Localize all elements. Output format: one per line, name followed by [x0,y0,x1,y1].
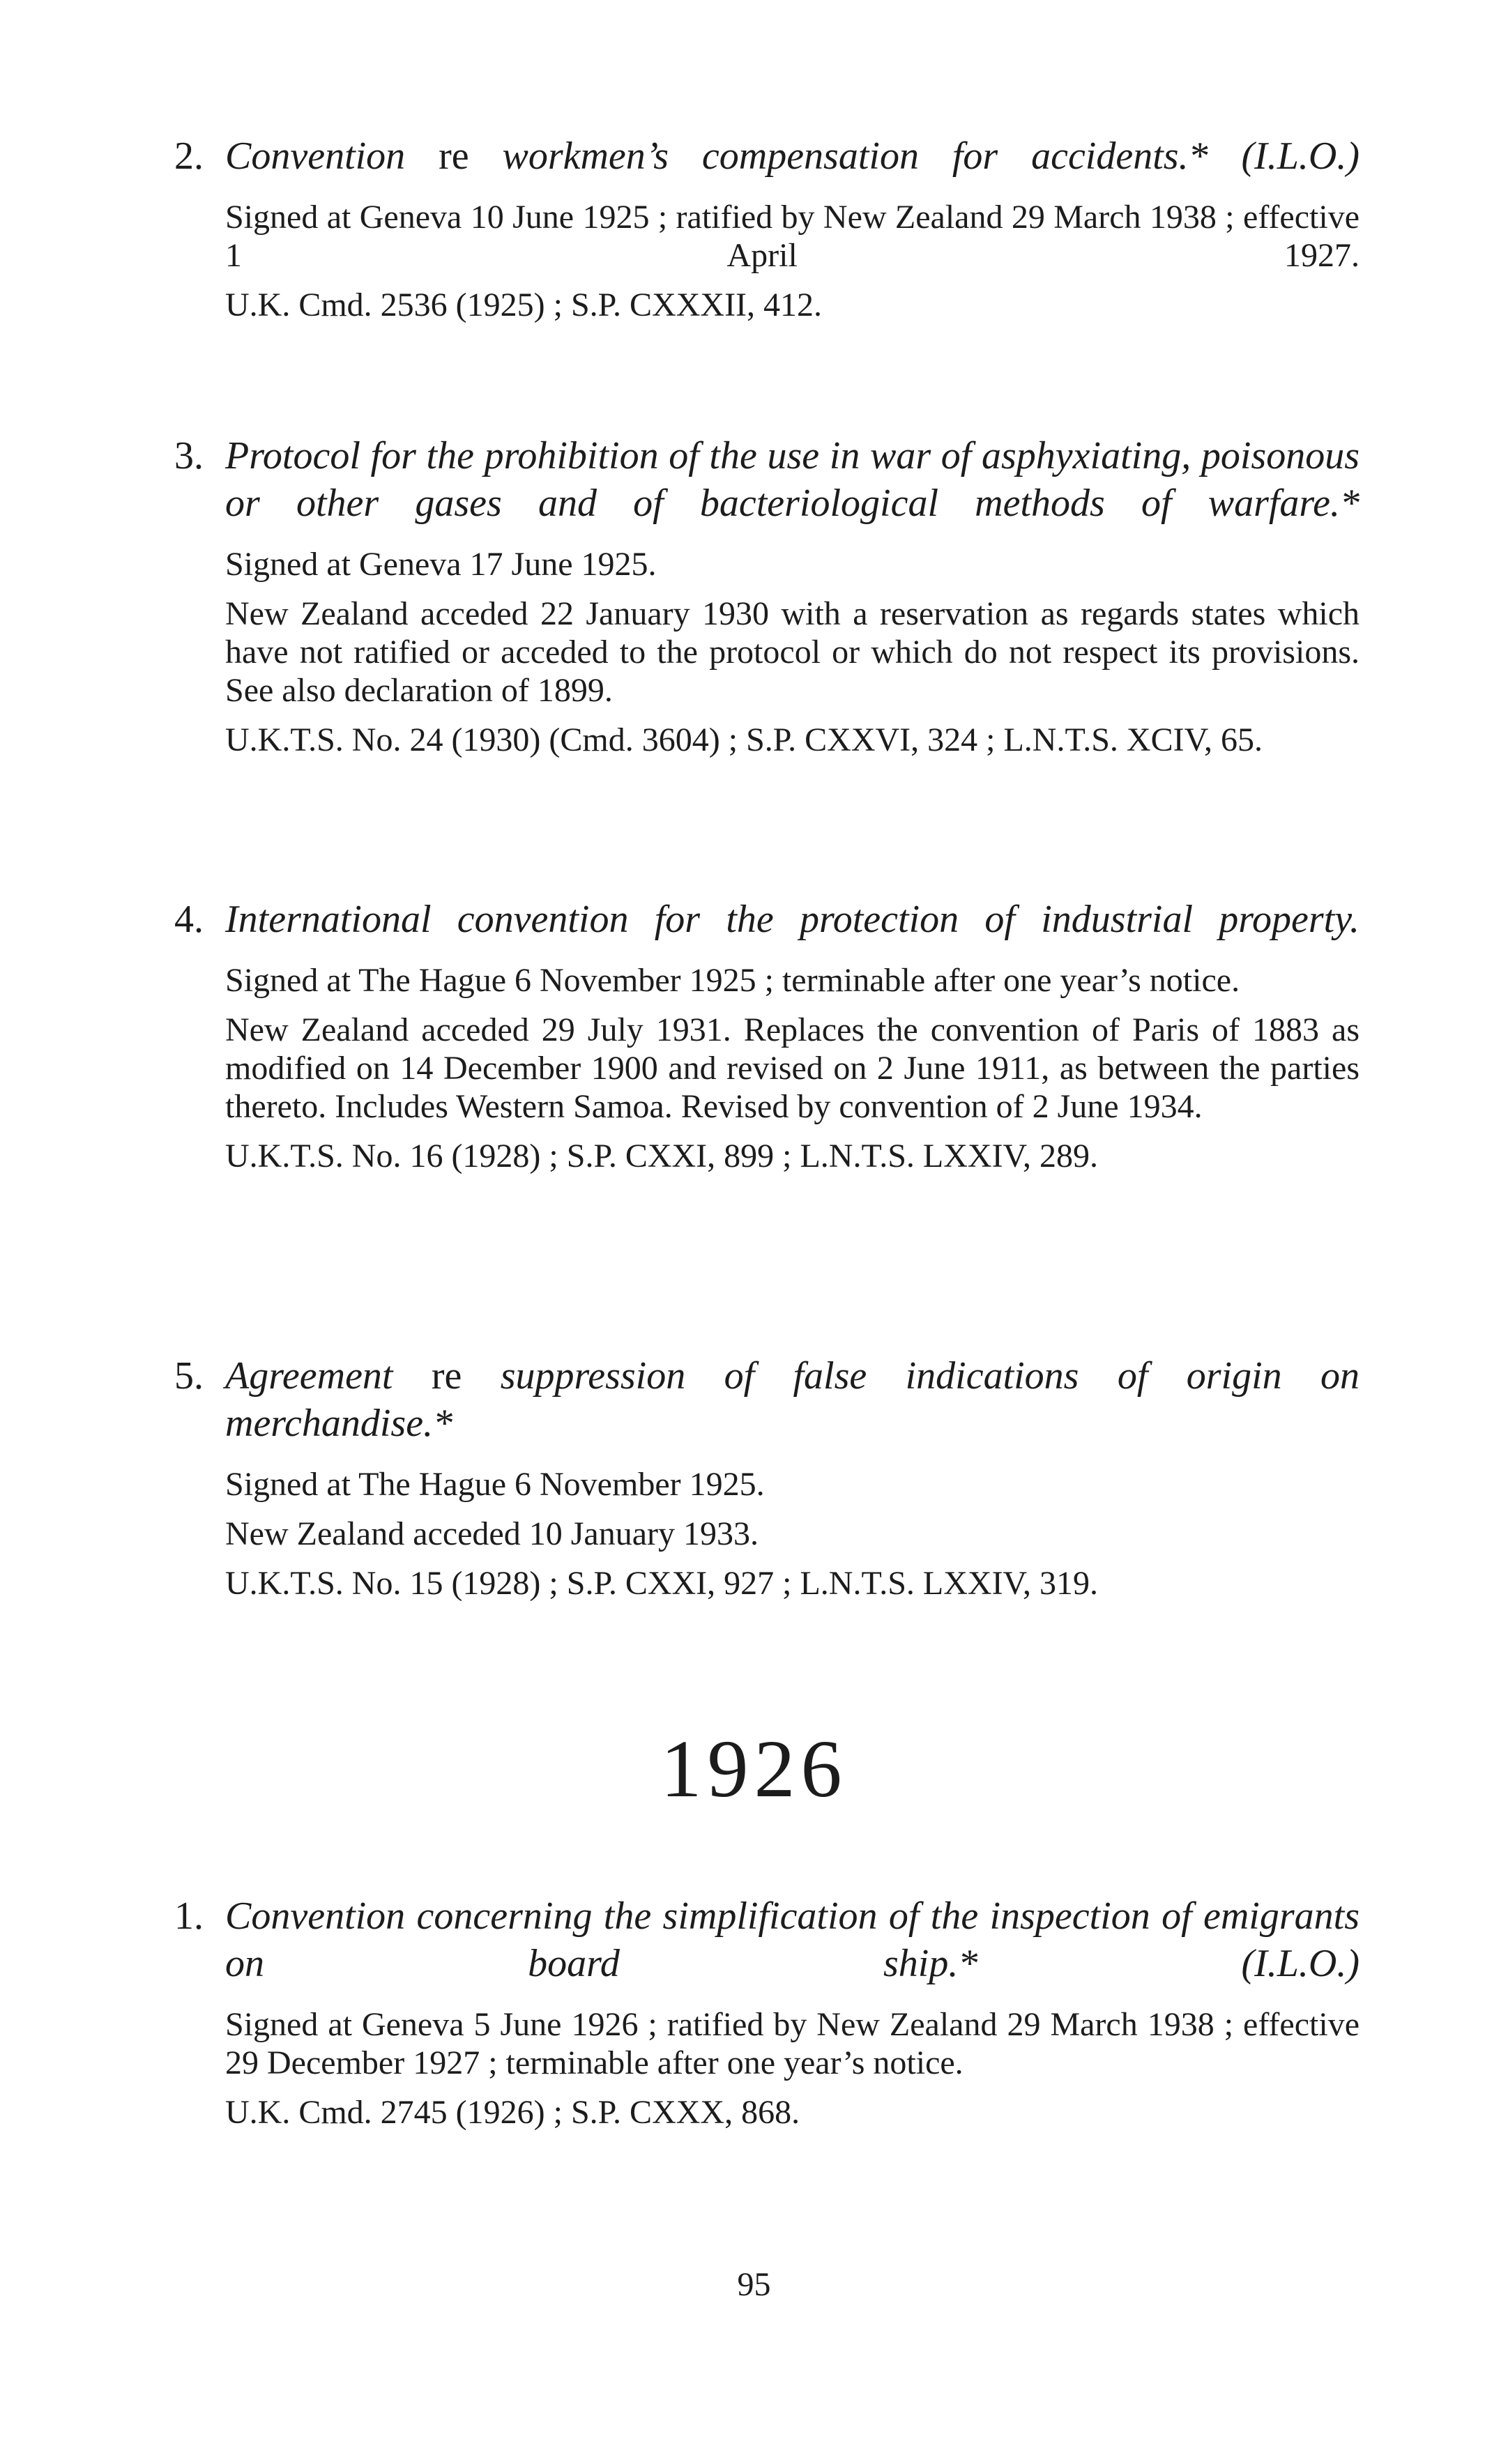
treaty-entry-2 [174,132,1360,324]
entry-number: 2. [174,135,204,178]
entry-title: Convention re workmen’s compensation for accidents.* (I.L.O.) [225,135,1360,178]
entry-accession-details: New Zealand acceded 29 July 1931. Replaces the convention of Paris of 1883 as modified on 14 December 1900 and revised on 2 June 1911, as between the parties thereto. Includes Western Samoa. Revised by convention of 2 June 1934. [225,1011,1360,1125]
entry-signing-details: Signed at Geneva 10 June 1925 ; ratified by New Zealand 29 March 1938 ; effective 1 April 1927. [225,199,1360,274]
entry-references: U.K. Cmd. 2745 (1926) ; S.P. CXXX, 868. [225,2094,800,2131]
entry-references: U.K.T.S. No. 16 (1928) ; S.P. CXXI, 899 ; L.N.T.S. LXXIV, 289. [225,1138,1099,1174]
entry-title: International convention for the protection of industrial property. [225,898,1360,941]
treaty-entry-3 [174,432,1360,759]
entry-signing-details: Signed at The Hague 6 November 1925 ; terminable after one year’s notice. [225,962,1240,999]
entry-accession-details: New Zealand acceded 22 January 1930 with a reservation as regards states which have not ratified or acceded to the protocol or which do not respect its provisions. See also declaration of 1899. [225,595,1360,709]
entry-title: Protocol for the prohibition of the use in war of asphyxiating, poisonous or other gases and of bacteriological methods of warfare.* [225,434,1360,525]
treaty-entry-1926-1 [174,1892,1360,2132]
entry-title: Convention concerning the simplification of the inspection of emigrants on board ship.* (I.L.O.) [225,1895,1360,1985]
entry-references: U.K. Cmd. 2536 (1925) ; S.P. CXXXII, 412. [225,286,823,323]
entry-accession-details: New Zealand acceded 10 January 1933. [225,1515,759,1552]
entry-number: 3. [174,434,204,477]
entry-number: 4. [174,898,204,941]
treaty-entry-4 [174,896,1360,1175]
entry-title: Agreement re suppression of false indications of origin on merchandise.* [225,1354,1360,1445]
year-heading: 1926 [660,1723,848,1814]
entry-references: U.K.T.S. No. 15 (1928) ; S.P. CXXI, 927 ; L.N.T.S. LXXIV, 319. [225,1565,1099,1602]
page-number: 95 [737,2266,771,2303]
entry-signing-details: Signed at Geneva 17 June 1925. [225,546,657,583]
entry-number: 5. [174,1354,204,1398]
treaty-entry-5 [174,1352,1360,1602]
entry-signing-details: Signed at Geneva 5 June 1926 ; ratified by New Zealand 29 March 1938 ; effective 29 December 1927 ; terminable after one year’s notice. [225,2006,1360,2081]
entry-signing-details: Signed at The Hague 6 November 1925. [225,1466,765,1503]
entry-number: 1. [174,1895,204,1938]
entry-references: U.K.T.S. No. 24 (1930) (Cmd. 3604) ; S.P. CXXVI, 324 ; L.N.T.S. XCIV, 65. [225,721,1263,758]
